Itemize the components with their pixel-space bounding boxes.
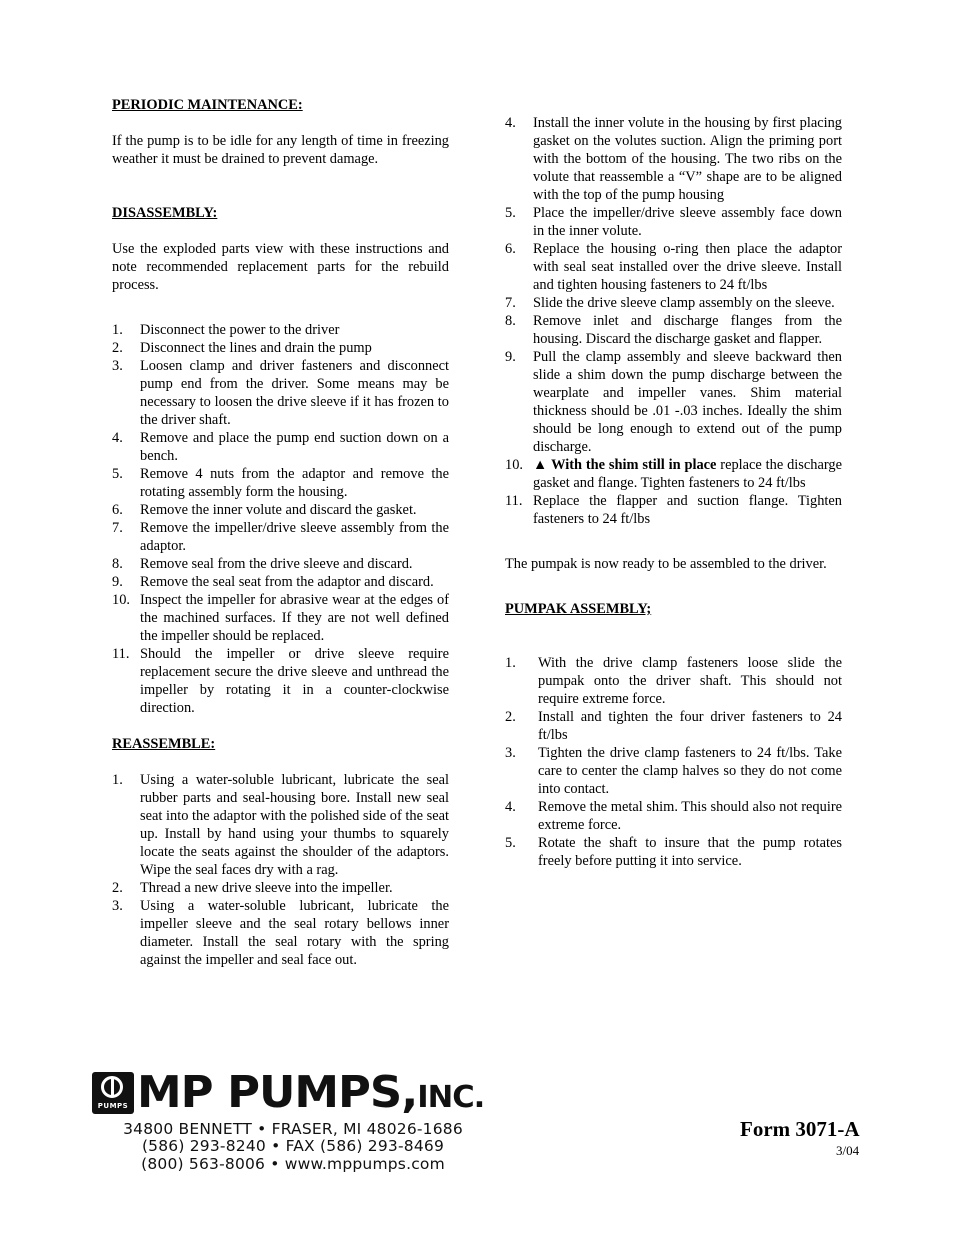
step-number: 2.: [112, 880, 123, 896]
step-text: Remove the impeller/drive sleeve assembly from the adaptor.: [140, 520, 449, 554]
logo-banner: [91, 1069, 495, 1119]
step-number: 5.: [505, 205, 516, 221]
step-text: Install the inner volute in the housing by first placing gasket on the volutes suction. Align the priming port with the bottom of the housing. The two ribs on the volute that reassemble a “V” shape are to be aligned with the top of the pump housing: [533, 115, 842, 203]
step-text: Tighten the drive clamp fasteners to 24 ft/lbs. Take care to center the clamp halves so they do not come into contact.: [538, 745, 842, 797]
list-item: [112, 771, 449, 879]
step-number: 8.: [505, 313, 516, 329]
step-text: Disconnect the lines and drain the pump: [140, 340, 372, 356]
list-item: [112, 321, 449, 339]
list-item: [112, 897, 449, 969]
step-text: Pull the clamp assembly and sleeve backward then slide a shim down the pump discharge between the wearplate and impeller vanes. Shim material thickness should be .01 -.03 inches. Ideally the shim should be long enough to extend out of the pump discharge.: [533, 349, 842, 455]
step-text: Place the impeller/drive sleeve assembly face down in the inner volute.: [533, 205, 842, 239]
step-text: Disconnect the power to the driver: [140, 322, 340, 338]
list-item: [112, 465, 449, 501]
list-item: [112, 339, 449, 357]
form-number: Form 3071-A: [740, 1117, 860, 1141]
list-item: [112, 645, 449, 717]
list-item: [505, 492, 842, 528]
reassemble-steps-part1: [112, 771, 449, 969]
list-item: [505, 834, 842, 870]
list-item: [505, 654, 842, 708]
list-item: [112, 519, 449, 555]
step-number: 10.: [112, 592, 130, 608]
step-text: Slide the drive sleeve clamp assembly on the sleeve.: [533, 295, 835, 311]
list-item: [505, 708, 842, 744]
logo-name: MP PUMPS,: [137, 1067, 418, 1118]
step-text: Thread a new drive sleeve into the impeller.: [140, 880, 393, 896]
company-phone-web: (800) 563-8006 • www.mppumps.com: [141, 1155, 445, 1173]
step-number: 1.: [505, 655, 516, 671]
disassembly-heading: DISASSEMBLY:: [112, 205, 218, 221]
disassembly-intro: Use the exploded parts view with these instructions and note recommended replacement parts for the rebuild process.: [112, 241, 449, 293]
step-number: 5.: [112, 466, 123, 482]
logo-wordmark: [137, 1069, 484, 1122]
step-number: 1.: [112, 772, 123, 788]
step-number: 1.: [112, 322, 123, 338]
step-text: Inspect the impeller for abrasive wear at the edges of the machined surfaces. If they are not well defined the impeller should be replaced.: [140, 592, 449, 644]
reassemble-closing: The pumpak is now ready to be assembled to the driver.: [505, 556, 827, 572]
step-number: 9.: [112, 574, 123, 590]
step-number: 6.: [112, 502, 123, 518]
step-text: Should the impeller or drive sleeve require replacement secure the drive sleeve and unthread the impeller by rotating it in a counter-clockwise direction.: [140, 646, 449, 716]
pump-emblem-icon: [92, 1072, 134, 1114]
emblem-label: PUMPS: [97, 1102, 129, 1110]
step-text: Remove inlet and discharge flanges from the housing. Discard the discharge gasket and flapper.: [533, 313, 842, 347]
step-number: 5.: [505, 835, 516, 851]
step-text: Replace the housing o-ring then place the adaptor with seal seat installed over the drive sleeve. Install and tighten housing fasteners to 24 ft/lbs: [533, 241, 842, 293]
company-address: 34800 BENNETT • FRASER, MI 48026-1686: [123, 1120, 463, 1138]
step-number: 9.: [505, 349, 516, 365]
step-text: Rotate the shaft to insure that the pump rotates freely before putting it into service.: [538, 835, 842, 869]
step-text: Using a water-soluble lubricant, lubricate the seal rubber parts and seal-housing bore. Install new seal seat into the adaptor with the polished side of the seat up. Install by hand using your thumbs to squarely locate the seats against the shoulder of the adaptors. Wipe the seal faces dry with a rag.: [140, 772, 449, 878]
list-item: [112, 591, 449, 645]
step-number: 2.: [112, 340, 123, 356]
step-text: Remove and place the pump end suction down on a bench.: [140, 430, 449, 464]
list-item: [505, 798, 842, 834]
step-number: 11.: [505, 493, 523, 509]
company-logo: [91, 1069, 495, 1173]
list-item: [505, 204, 842, 240]
step-text: Remove 4 nuts from the adaptor and remove the rotating assembly form the housing.: [140, 466, 449, 500]
company-phone-fax: (586) 293-8240 • FAX (586) 293-8469: [141, 1137, 445, 1155]
step-number: 4.: [112, 430, 123, 446]
left-column: [112, 96, 449, 969]
disassembly-steps: [112, 321, 449, 717]
list-item: [505, 294, 842, 312]
step-number: 6.: [505, 241, 516, 257]
step-number: 8.: [112, 556, 123, 572]
list-item: [112, 429, 449, 465]
list-item: [112, 501, 449, 519]
step-number: 4.: [505, 115, 516, 131]
step-text: With the drive clamp fasteners loose slide the pumpak onto the driver shaft. This should not require extreme force.: [538, 655, 842, 707]
step-number: 3.: [112, 898, 123, 914]
periodic-maintenance-heading: PERIODIC MAINTENANCE:: [112, 97, 303, 113]
step-text: Remove the seal seat from the adaptor and discard.: [140, 574, 434, 590]
step-emphasis: ▲ With the shim still in place: [533, 457, 717, 473]
step-number: 7.: [112, 520, 123, 536]
step-number: 3.: [505, 745, 516, 761]
step-number: 11.: [112, 646, 130, 662]
right-column: [505, 114, 842, 870]
step-text: Replace the flapper and suction flange. Tighten fasteners to 24 ft/lbs: [533, 493, 842, 527]
list-item: [112, 573, 449, 591]
list-item: [505, 312, 842, 348]
step-number: 3.: [112, 358, 123, 374]
step-text: Install and tighten the four driver fasteners to 24 ft/lbs: [538, 709, 842, 743]
logo-suffix: INC.: [417, 1080, 485, 1115]
step-number: 2.: [505, 709, 516, 725]
step-text: Remove seal from the drive sleeve and discard.: [140, 556, 413, 572]
list-item: [112, 357, 449, 429]
step-text: Loosen clamp and driver fasteners and disconnect pump end from the driver. Some means may be necessary to loosen the drive sleeve if it has frozen to the driver shaft.: [140, 358, 449, 428]
form-date: 3/04: [836, 1143, 860, 1158]
periodic-maintenance-text: If the pump is to be idle for any length of time in freezing weather it must be drained to prevent damage.: [112, 133, 449, 167]
step-text: replace the discharge gasket and flange. Tighten fasteners to 24 ft/lbs: [533, 457, 842, 491]
list-item: [505, 456, 842, 492]
step-text: Remove the metal shim. This should also not require extreme force.: [538, 799, 842, 833]
step-number: 4.: [505, 799, 516, 815]
reassemble-steps-part2: [505, 114, 842, 528]
step-number: 7.: [505, 295, 516, 311]
list-item: [112, 555, 449, 573]
step-number: 10.: [505, 457, 523, 473]
step-text: Remove the inner volute and discard the gasket.: [140, 502, 417, 518]
list-item: [505, 348, 842, 456]
list-item: [505, 744, 842, 798]
list-item: [112, 879, 449, 897]
list-item: [505, 240, 842, 294]
list-item: [505, 114, 842, 204]
pumpak-steps: [505, 654, 842, 870]
reassemble-heading: REASSEMBLE:: [112, 736, 216, 752]
pumpak-assembly-heading: PUMPAK ASSEMBLY;: [505, 601, 652, 617]
step-text: Using a water-soluble lubricant, lubricate the impeller sleeve and the seal rotary bellows inner diameter. Install the seal rotary with the spring against the impeller and seal face out.: [140, 898, 449, 968]
